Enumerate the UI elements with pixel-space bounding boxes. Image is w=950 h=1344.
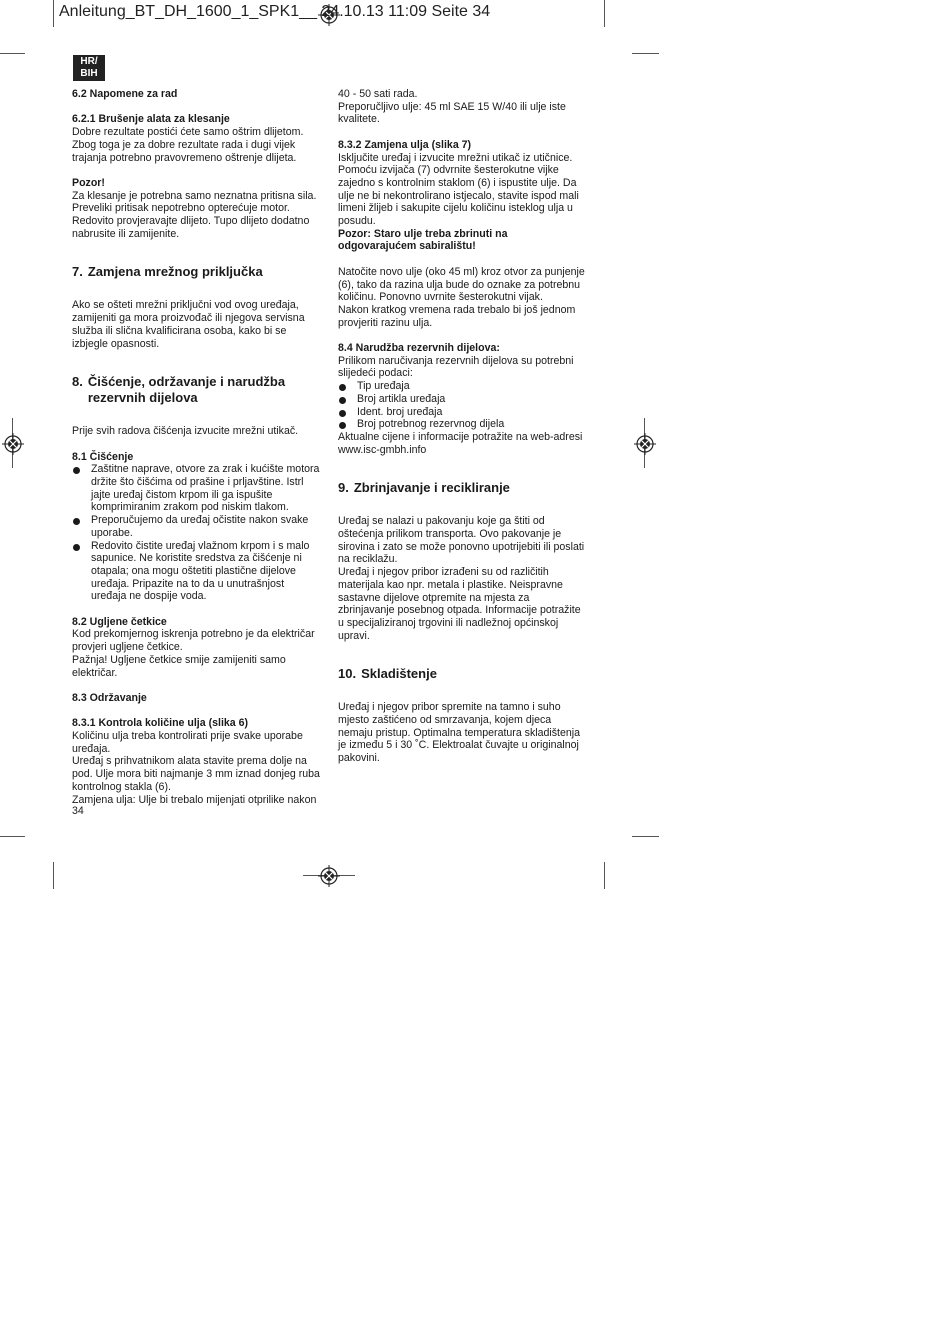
section-9-title: Zbrinjavanje i recikliranje	[353, 480, 510, 496]
print-slug: Anleitung_BT_DH_1600_1_SPK1__ 24.10.13 11:09 Seite 34	[59, 3, 491, 20]
right-column	[338, 88, 588, 765]
section-8-3-heading: 8.3 Održavanje	[72, 691, 147, 704]
section-8-2-heading: 8.2 Ugljene četkice	[72, 615, 167, 628]
section-9-text-2: Uređaj i njegov pribor izrađeni su od različitih materijala kao npr. metala i plastike. Neispravne sastavne dijelove otpremite na mjesta za zbrinjavanje posebnog otpada. Informacije potražite u specijaliziranoj trgovini ili nadležnoj općinskoj upravi.	[338, 566, 581, 642]
language-badge-line1: HR/	[80, 56, 98, 67]
section-8-3-2-text: Isključite uređaj i izvucite mrežni utikač iz utičnice. Pomoću izvijača (7) odvrnite šesterokutne vijke zajedno s kontrolnim staklom (6) i ispustite ulje. Da ulje ne bi nekontrolirano istjecalo, stavite ispod mali limeni žlijeb i sakupite cijelu količinu isteklog ulja u posudu.	[338, 151, 579, 228]
section-8-4-intro: Prilikom naručivanja rezervnih dijelova su potrebni slijedeći podaci:	[338, 354, 574, 380]
list-item: Redovito čistite uređaj vlažnom krpom i s malo sapunice. Ne koristite sredstva za čišćenje ni otapala; ona mogu oštetiti plastične dijelove uređaja. Pripazite na to da u unutrašnjost uređaja ne dospije voda.	[72, 540, 322, 604]
section-9-text-1: Uređaj se nalazi u pakovanju koje ga štiti od oštećenja prilikom transporta. Ovo pakovanje je sirovina i zato se može ponovno upotrijebiti ili poslati na reciklažu.	[338, 515, 585, 566]
spare-parts-list	[338, 380, 588, 431]
section-8-heading	[72, 374, 322, 406]
section-8-3-1-text-1: Količinu ulja treba kontrolirati prije svake uporabe uređaja.	[72, 730, 303, 755]
registration-mark-icon	[2, 433, 24, 455]
section-7-heading	[72, 264, 322, 280]
section-6-2-1-text: Dobre rezultate postići ćete samo oštrim dlijetom. Zbog toga je za dobre rezultate rada i dugi vijek trajanja potrebno pravovremeno oštrenje dlijeta.	[72, 126, 304, 164]
section-8-4-heading: 8.4 Narudžba rezervnih dijelova:	[338, 342, 500, 355]
crop-mark	[632, 836, 659, 837]
section-10-title: Skladištenje	[361, 666, 437, 682]
section-9-number: 9.	[338, 480, 349, 496]
registration-mark-icon	[318, 865, 340, 887]
left-column	[72, 88, 322, 806]
section-7-text: Ako se ošteti mrežni priključni vod ovog uređaja, zamijeniti ga mora proizvođač ili njegova servisna služba ili slična kvalificirana osoba, kako bi se izbjegle opasnosti.	[72, 299, 305, 350]
language-badge	[73, 55, 105, 81]
section-10-text: Uređaj i njegov pribor spremite na tamno i suho mjesto zaštićeno od smrzavanja, kojem djeca nemaju pristup. Optimalna temperatura skladištenja je između 5 i 30 ˚C. Elektroalat čuvajte u originalnoj pakovini.	[338, 701, 581, 765]
section-8-3-1-text-2: Uređaj s prihvatnikom alata stavite prema dolje na pod. Ulje mora biti najmanje 3 mm iznad donjeg ruba kontrolnog stakla (6).	[72, 755, 320, 793]
section-8-number: 8.	[72, 374, 83, 390]
section-6-2-1-heading: 6.2.1 Brušenje alata za klesanje	[72, 113, 230, 126]
section-9-heading	[338, 480, 588, 496]
warning-text: Za klesanje je potrebna samo neznatna pritisna sila. Preveliki pritisak nepotrebno opterećuje motor. Redovito provjeravajte dlijeto. Tupo dlijeto dodatno nabrusite ili zamijenite.	[72, 189, 317, 240]
section-8-2-note: Pažnja! Ugljene četkice smije zamijeniti samo električar.	[72, 653, 286, 679]
section-10-number: 10.	[338, 666, 357, 682]
list-item: Broj artikla uređaja	[338, 393, 588, 406]
list-item: Preporučujemo da uređaj očistite nakon svake uporabe.	[72, 514, 322, 539]
warning-heading: Pozor!	[72, 176, 105, 189]
crop-mark	[0, 53, 25, 54]
section-8-3-2-heading: 8.3.2 Zamjena ulja (slika 7)	[338, 138, 472, 151]
list-item: Tip uređaja	[338, 380, 588, 393]
section-8-1-heading: 8.1 Čišćenje	[72, 450, 134, 463]
section-8-4-text: Aktualne cijene i informacije potražite na web-adresi www.isc-gmbh.info	[338, 430, 583, 456]
crop-mark	[604, 0, 605, 27]
section-7-number: 7.	[72, 264, 83, 280]
section-6-2-heading: 6.2 Napomene za rad	[72, 88, 178, 100]
section-8-3-1-text-3: Zamjena ulja: Ulje bi trebalo mijenjati otprilike nakon	[72, 793, 317, 806]
section-8-3-2-text-2: Natočite novo ulje (oko 45 ml) kroz otvor za punjenje (6), tako da razina ulja bude do oznake za potrebnu količinu. Ponovno uvrnite šesterokutni vijak.	[338, 265, 585, 304]
crop-mark	[604, 862, 605, 889]
list-item: Ident. broj uređaja	[338, 406, 588, 419]
registration-mark-icon	[634, 433, 656, 455]
section-10-heading	[338, 666, 588, 682]
continued-text-2: Preporučljivo ulje: 45 ml SAE 15 W/40 ili ulje iste kvalitete.	[338, 100, 566, 126]
page-number: 34	[72, 805, 84, 817]
section-7-title: Zamjena mrežnog priključka	[87, 264, 263, 280]
continued-text-1: 40 - 50 sati rada.	[338, 88, 418, 100]
crop-mark	[53, 862, 54, 889]
section-8-title: Čišćenje, održavanje i narudžba rezervnih dijelova	[87, 374, 286, 406]
crop-mark	[632, 53, 659, 54]
cleaning-list	[72, 463, 322, 603]
list-item: Zaštitne naprave, otvore za zrak i kućište motora držite što čišćima od prašine i prljavštine. Istrl jajte uređaj čistom krpom ili ga ispušite komprimiranim zrakom pod niskim tlakom.	[72, 463, 322, 514]
crop-mark	[0, 836, 25, 837]
section-8-intro: Prije svih radova čišćenja izvucite mrežni utikač.	[72, 425, 299, 438]
language-badge-line2: BIH	[80, 68, 98, 79]
section-8-3-2-text-3: Nakon kratkog vremena rada trebalo bi još jednom provjeriti razinu ulja.	[338, 303, 576, 329]
section-8-3-1-heading: 8.3.1 Kontrola količine ulja (slika 6)	[72, 717, 249, 730]
section-8-3-2-warning: Pozor: Staro ulje treba zbrinuti na odgovarajućem sabiralištu!	[338, 227, 508, 253]
list-item: Broj potrebnog rezervnog dijela	[338, 418, 588, 431]
section-8-2-text: Kod prekomjernog iskrenja potrebno je da električar provjeri ugljene četkice.	[72, 628, 315, 654]
crop-mark	[53, 0, 54, 27]
